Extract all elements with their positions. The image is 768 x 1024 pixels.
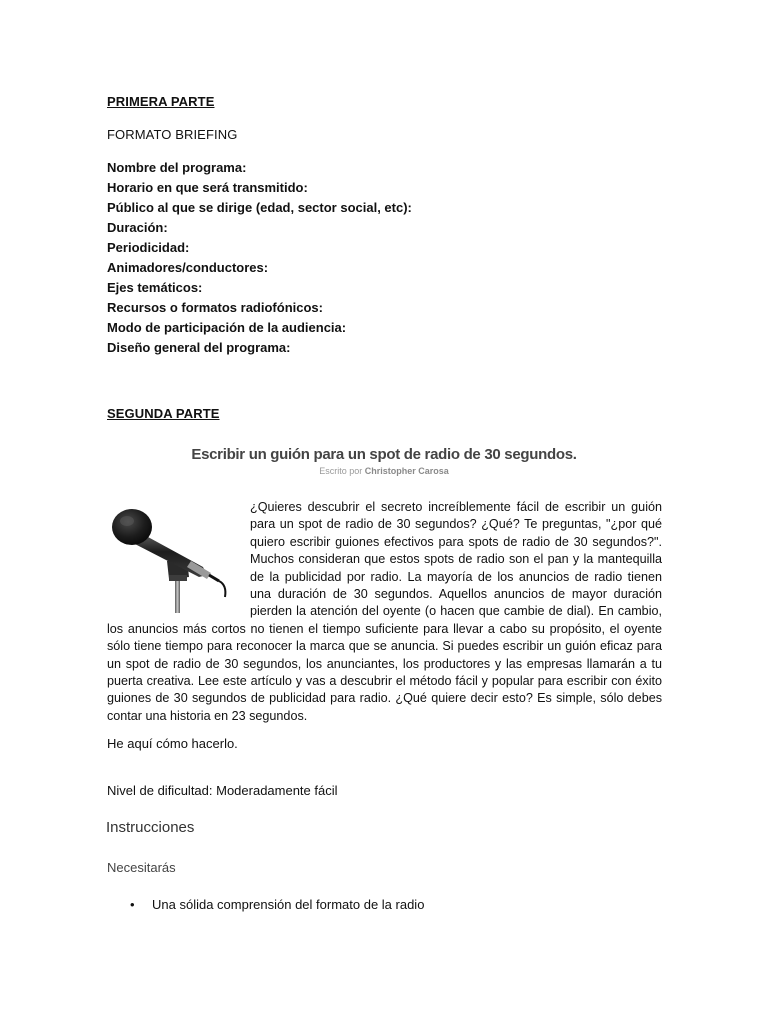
how-to-line: He aquí cómo hacerlo.: [107, 736, 238, 751]
field-general-design: Diseño general del programa:: [107, 340, 291, 355]
instructions-heading: Instrucciones: [106, 819, 195, 836]
needs-list-item: [130, 897, 424, 912]
part-two-heading: SEGUNDA PARTE: [107, 406, 220, 421]
format-label: FORMATO BRIEFING: [107, 127, 238, 142]
field-audience-participation: Modo de participación de la audiencia:: [107, 320, 347, 335]
bullet-icon: •: [130, 897, 135, 912]
field-radio-formats: Recursos o formatos radiofónicos:: [107, 300, 323, 315]
field-duration: Duración:: [107, 220, 168, 235]
field-periodicity: Periodicidad:: [107, 240, 190, 255]
article-title: Escribir un guión para un spot de radio de 30 segundos.: [191, 446, 577, 463]
part-one-heading: PRIMERA PARTE: [107, 94, 215, 109]
article-body: [107, 499, 662, 725]
needs-heading: Necesitarás: [107, 860, 176, 875]
microphone-image: [107, 501, 241, 613]
field-audience: Público al que se dirige (edad, sector social, etc):: [107, 200, 412, 215]
needs-list: [130, 897, 424, 912]
byline-prefix: Escrito por: [319, 466, 363, 476]
field-broadcast-time: Horario en que será transmitido:: [107, 180, 308, 195]
briefing-field-list: [107, 158, 507, 358]
field-hosts: Animadores/conductores:: [107, 260, 269, 275]
difficulty-line: Nivel de dificultad: Moderadamente fácil: [107, 783, 338, 798]
article-byline: [0, 466, 768, 476]
needs-item-text: Una sólida comprensión del formato de la radio: [152, 897, 425, 912]
article-paragraph: ¿Quieres descubrir el secreto increíblemente fácil de escribir un guión para un spot de radio de 30 segundos? ¿Qué? Te preguntas, "¿por qué quiero escribir guiones efectivos para spots de radio de 30 segundos?". Muchos consideran que estos spots de radio son el pan y la mantequilla de la publicidad por radio. La mayoría de los anuncios de radio tienen una duración de 30 segundos. Aquellos anuncios de mayor duración pierden la atención del oyente (o hacen que cambie de dial). En cambio, los anuncios más cortos no tienen el tiempo suficiente para llevar a cabo su propósito, el oyente sólo tiene tiempo para reconocer la marca que se anuncia. Si puedes escribir un guión eficaz para un spot de radio de 30 segundos, los anunciantes, los productores y las empresas llamarán a tu puerta creativa. Lee este artículo y vas a descubrir el método fácil y popular para escribir con éxito guiones de 30 segundos de publicidad para radio. ¿Qué quiere decir esto? Es simple, sólo debes contar una historia en 23 segundos.: [107, 500, 662, 723]
byline-author: Christopher Carosa: [364, 466, 449, 476]
field-themes: Ejes temáticos:: [107, 280, 203, 295]
field-program-name: Nombre del programa:: [107, 160, 247, 175]
